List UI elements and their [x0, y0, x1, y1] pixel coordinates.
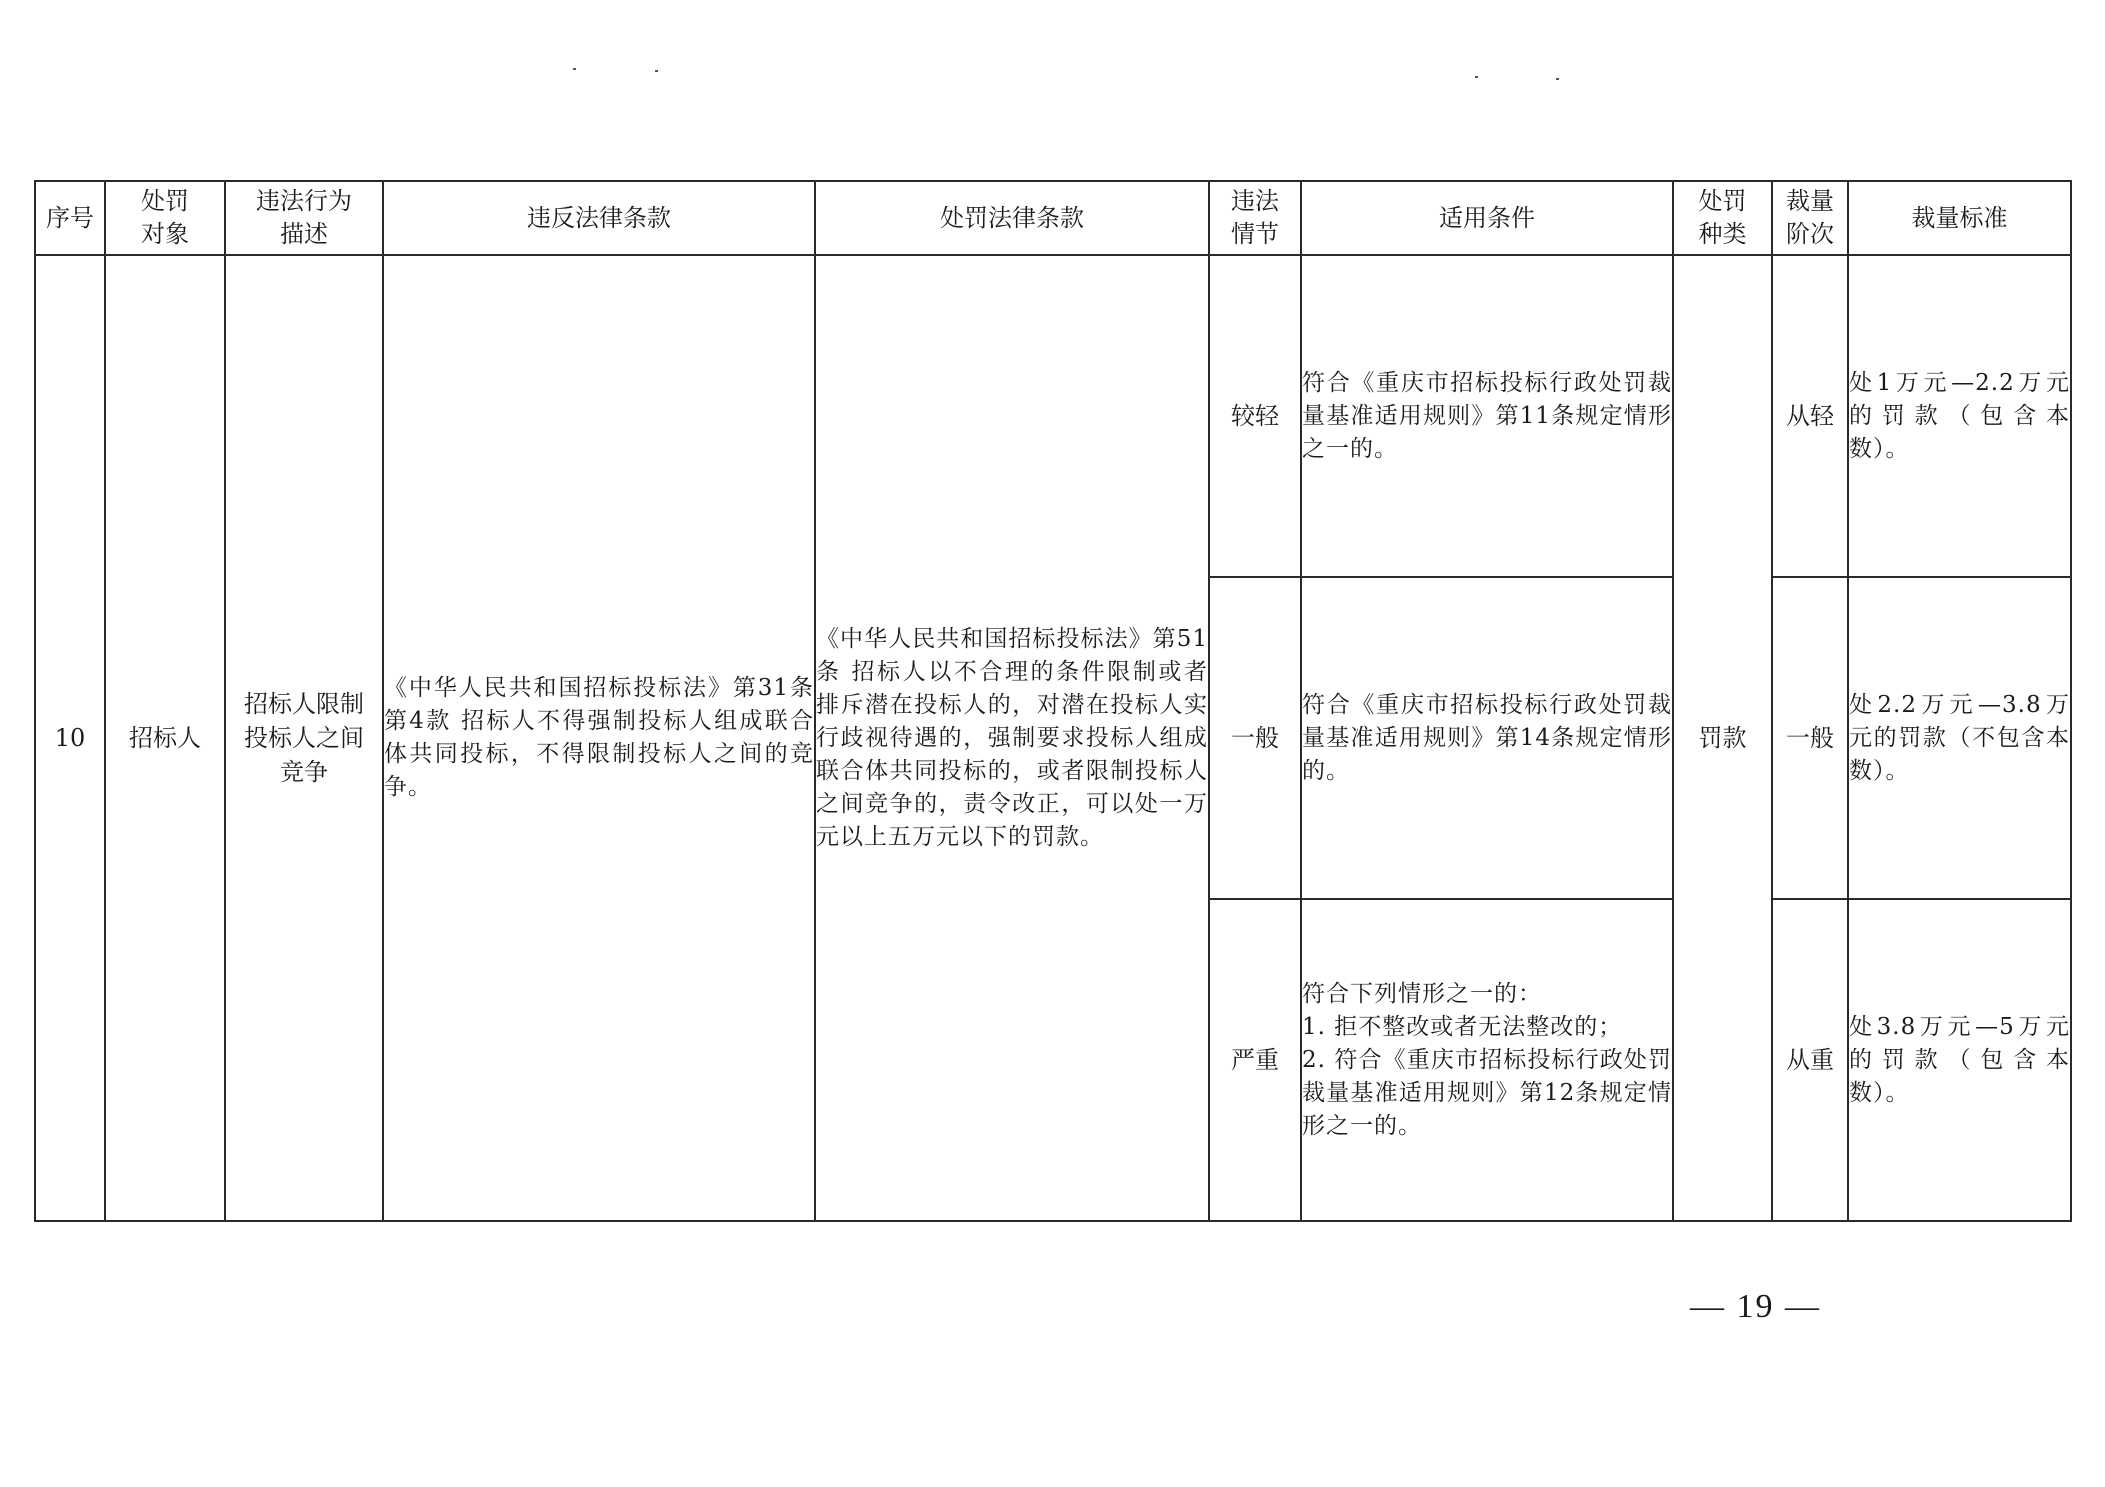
header-penalty-type: [1673, 181, 1772, 255]
scan-speck: [1475, 76, 1478, 78]
tier-condition-severe: [1301, 899, 1673, 1221]
header-condition: 适用条件: [1301, 181, 1673, 255]
header-penalty-type-text: 处罚 种类: [1698, 187, 1747, 248]
tier-circumstance-severe: 严重: [1209, 899, 1301, 1221]
row-penalty-type: 罚款: [1673, 255, 1772, 1221]
row-penalty-article: 《中华人民共和国招标投标法》第51条 招标人以不合理的条件限制或者排斥潜在投标人的，对潜在投标人实行歧视待遇的，强制要求投标人组成联合体共同投标的，或者限制投标人之间竞争的，责令改正，可以处一万元以上五万元以下的罚款。: [815, 255, 1209, 1221]
header-behavior: [225, 181, 383, 255]
row-target: 招标人: [105, 255, 225, 1221]
row-seq: 10: [35, 255, 105, 1221]
tier-condition-general: 符合《重庆市招标投标行政处罚裁量基准适用规则》第14条规定情形的。: [1301, 577, 1673, 899]
scan-speck: [573, 68, 576, 70]
table-header-row: [35, 181, 2071, 255]
tier-level-severe: 从重: [1772, 899, 1848, 1221]
header-standard: 裁量标准: [1848, 181, 2071, 255]
table-row: [35, 255, 2071, 577]
header-circumstance: [1209, 181, 1301, 255]
header-circumstance-text: 违法 情节: [1231, 187, 1279, 248]
tier-level-general: 一般: [1772, 577, 1848, 899]
condition-line: 2. 符合《重庆市招标投标行政处罚裁量基准适用规则》第12条规定情形之一的。: [1302, 1046, 1672, 1139]
row-violated-article: 《中华人民共和国招标投标法》第31条第4款 招标人不得强制投标人组成联合体共同投标，不得限制投标人之间的竞争。: [383, 255, 815, 1221]
penalty-discretion-table: [34, 180, 2072, 1222]
tier-condition-light: 符合《重庆市招标投标行政处罚裁量基准适用规则》第11条规定情形之一的。: [1301, 255, 1673, 577]
header-violated-article: 违反法律条款: [383, 181, 815, 255]
tier-standard-light: 处1万元—2.2万元的罚款（包含本数）。: [1848, 255, 2071, 577]
header-level: [1772, 181, 1848, 255]
page-number: — 19 —: [1690, 1288, 1821, 1325]
scan-speck: [655, 70, 658, 72]
tier-standard-general: 处2.2万元—3.8万元的罚款（不包含本数）。: [1848, 577, 2071, 899]
header-level-text: 裁量 阶次: [1786, 187, 1834, 248]
tier-standard-severe: 处3.8万元—5万元的罚款（包含本数）。: [1848, 899, 2071, 1221]
header-seq: 序号: [35, 181, 105, 255]
scan-speck: [1556, 78, 1559, 80]
row-behavior-text: 招标人限制投标人之间竞争: [244, 690, 364, 786]
header-behavior-text: 违法行为 描述: [256, 187, 352, 248]
tier-level-light: 从轻: [1772, 255, 1848, 577]
tier-circumstance-light: 较轻: [1209, 255, 1301, 577]
condition-line: 1. 拒不整改或者无法整改的；: [1302, 1013, 1623, 1040]
header-target: [105, 181, 225, 255]
row-behavior: [225, 255, 383, 1221]
tier-circumstance-general: 一般: [1209, 577, 1301, 899]
header-penalty-article: 处罚法律条款: [815, 181, 1209, 255]
header-target-text: 处罚 对象: [141, 187, 189, 248]
condition-line: 符合下列情形之一的：: [1302, 980, 1542, 1007]
